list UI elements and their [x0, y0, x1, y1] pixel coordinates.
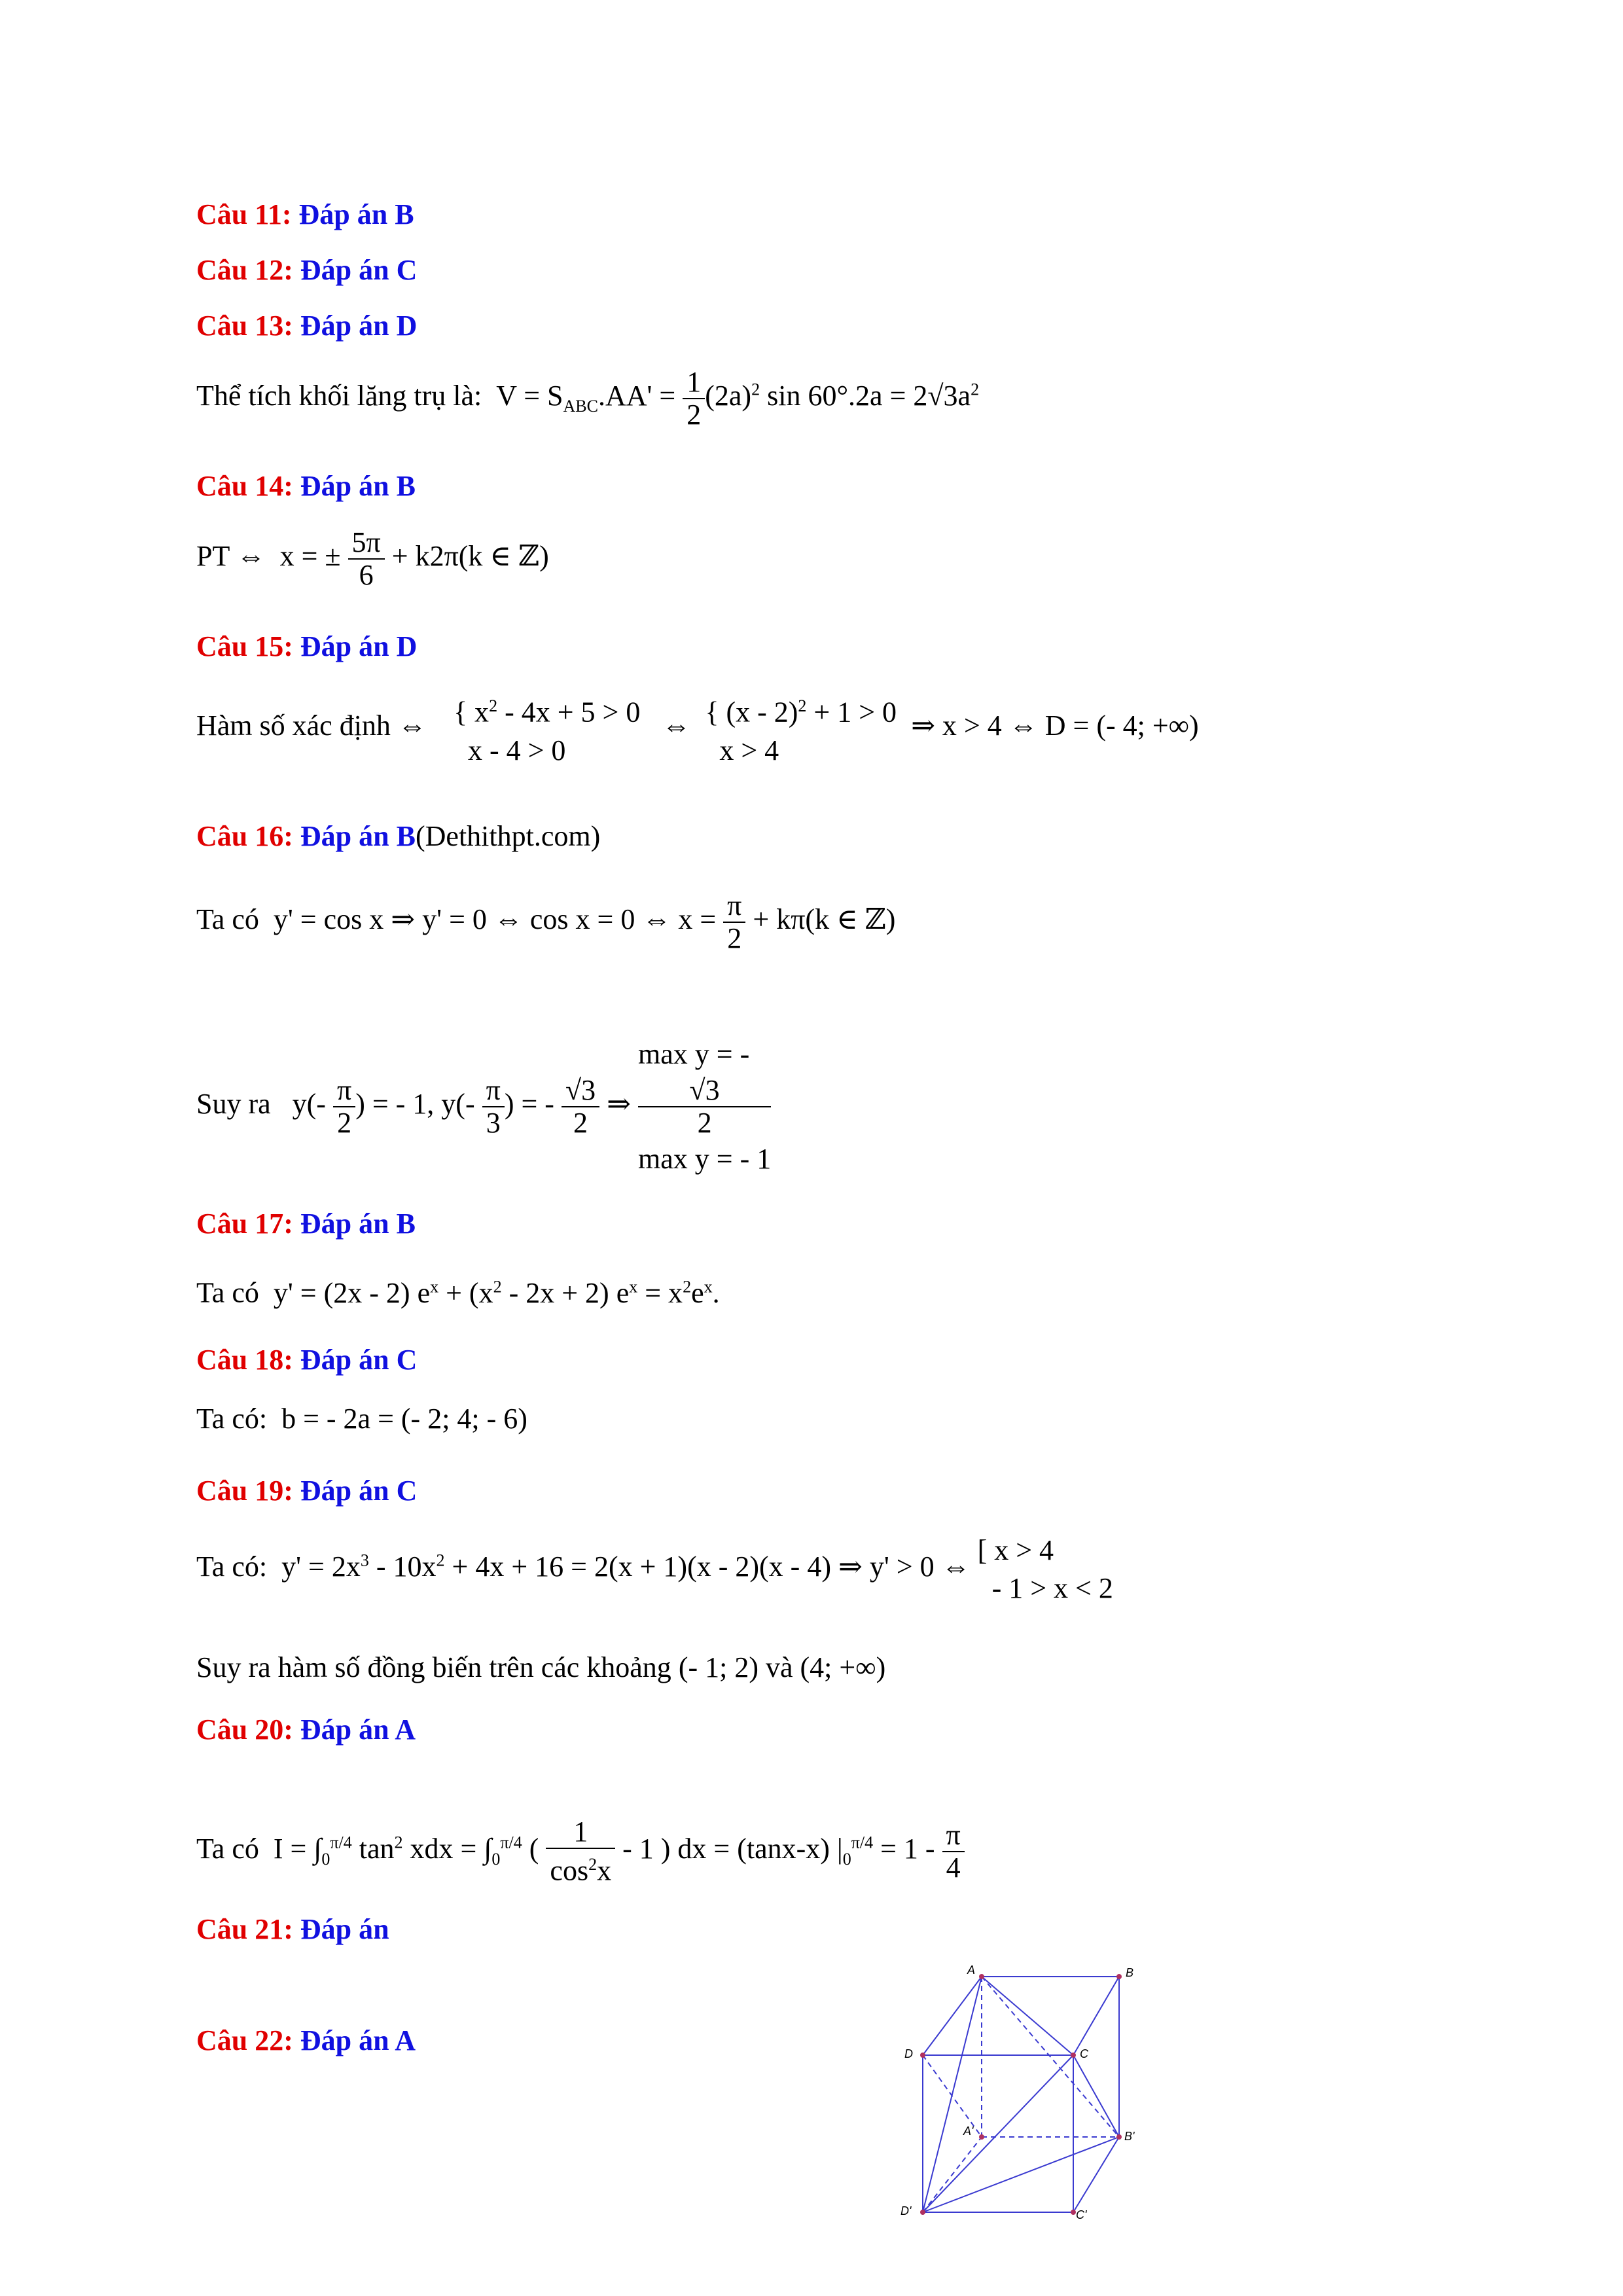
q16b-lead: Suy ra — [196, 1088, 271, 1121]
q15-solution — [196, 687, 1199, 770]
question-number: Câu 18: — [196, 1344, 293, 1376]
q18-formula: b = - 2a = (- 2; 4; - 6) — [274, 1403, 527, 1435]
q16-solution — [196, 890, 895, 954]
q15-formula: { $x^2 - 4x + 5 > 0$ x - 4 > 0 ⇔ { (x - 2)$^2$ + 1 > 0 x > 4 ⇒ x > 4 ⇔ D = (- 4; +∞) — [453, 696, 1199, 766]
question-number: Câu 16: — [196, 820, 293, 852]
answer-label: Đáp án B — [298, 198, 414, 230]
question-13-heading — [196, 308, 417, 344]
question-number: Câu 17: — [196, 1208, 293, 1240]
question-12-heading — [196, 252, 417, 289]
question-21-heading — [196, 1911, 389, 1948]
question-number: Câu 20: — [196, 1713, 293, 1746]
q14-formula: x = ± $\frac{5\pi}{6}$ + k2π(k ∈ ℤ) — [272, 526, 549, 591]
question-number: Câu 19: — [196, 1475, 293, 1507]
q13-solution — [196, 367, 979, 431]
question-17-heading — [196, 1206, 416, 1242]
q19-lead: Ta có: — [196, 1551, 268, 1583]
q19b-text: Suy ra hàm số đồng biến trên các khoảng — [196, 1651, 671, 1683]
answer-label: Đáp án B — [300, 470, 416, 502]
source-note: (Dethithpt.com) — [415, 820, 601, 852]
q17-lead: Ta có — [196, 1276, 259, 1309]
question-18-heading — [196, 1342, 417, 1378]
q19-formula: $y' = 2x^3 - 10x^2 + 4x + 16 = 2(x + 1)(x - 2)(x - 4)$ ⇒ y' > 0 ⇔ [ x > 4 - 1 > x < 2 — [274, 1534, 1113, 1604]
question-number: Câu 11: — [196, 198, 292, 230]
answer-label: Đáp án C — [300, 1475, 418, 1507]
vertex-label-b: B — [1126, 1966, 1134, 1979]
question-16-heading — [196, 818, 600, 855]
question-number: Câu 21: — [196, 1913, 293, 1945]
q13-lead: Thể tích khối lăng trụ là: — [196, 380, 482, 412]
vertex-label-d-prime: D' — [901, 2204, 912, 2217]
q16b-formula: y(- $\frac{\pi}{2}$ ) = - 1, y(- $\frac{\pi}{3}$ ) = - $\frac{√3}{2}$ ⇒ max y = - √3 2 max y = - 1 — [277, 1038, 772, 1175]
vertex-label-a: A — [967, 1964, 976, 1977]
q18-solution — [196, 1401, 527, 1437]
question-15-heading — [196, 628, 417, 665]
q20-lead: Ta có — [196, 1832, 259, 1865]
answer-label: Đáp án C — [300, 1344, 418, 1376]
vertex-label-a-prime: A' — [963, 2125, 974, 2138]
answer-label: Đáp án A — [300, 2024, 416, 2056]
question-number: Câu 22: — [196, 2024, 293, 2056]
question-11-heading — [196, 196, 414, 233]
answer-label: Đáp án D — [300, 310, 418, 342]
question-14-heading — [196, 468, 416, 505]
q15-lead: Hàm số xác định ⇔ — [196, 709, 427, 742]
q17-solution — [196, 1268, 720, 1312]
question-number: Câu 13: — [196, 310, 293, 342]
q19-solution — [196, 1532, 1113, 1607]
q14-lead: PT ⇔ — [196, 540, 266, 573]
vertex-label-c: C — [1080, 2047, 1088, 2060]
question-20-heading — [196, 1712, 416, 1748]
answer-label: Đáp án B — [300, 1208, 416, 1240]
cube-figure — [890, 1957, 1165, 2219]
q19b-solution — [196, 1649, 885, 1686]
answer-label: Đáp án A — [300, 1713, 416, 1746]
q16b-solution — [196, 1034, 771, 1179]
q16-formula: y' = cos x ⇒ y' = 0 ⇔ cos x = 0 ⇔ x = $\frac{\pi}{2}$ + kπ(k ∈ ℤ) — [266, 889, 896, 954]
question-19-heading — [196, 1473, 417, 1509]
answer-label: Đáp án — [300, 1913, 389, 1945]
answer-label: Đáp án B — [300, 820, 416, 852]
question-number: Câu 12: — [196, 254, 293, 286]
q16-lead: Ta có — [196, 903, 259, 936]
interval-1: (- 1; 2) — [678, 1651, 758, 1683]
q14-solution — [196, 527, 549, 591]
q13-formula: $V = S_{ABC}.AA'$ = $\frac{1}{2}$ $(2a)^2$ $\sin 60^\circ.2a = 2√3a^2$ — [489, 366, 980, 431]
question-22-heading — [196, 2022, 416, 2059]
question-number: Câu 14: — [196, 470, 293, 502]
vertex-label-b-prime: B' — [1124, 2130, 1135, 2143]
answer-label: Đáp án D — [300, 630, 418, 662]
q17-formula: y' = (2x - 2) $e^x + (x^2 - 2x + 2) e^x = x^2e^x$. — [266, 1276, 720, 1309]
vertex-label-c-prime: C' — [1076, 2208, 1087, 2219]
question-number: Câu 15: — [196, 630, 293, 662]
q18-lead: Ta có: — [196, 1403, 268, 1435]
q20-formula: $I = \int_0^{\pi/4}$ $\tan^2$ xdx = $\int_0^{\pi/4}$ ( $\frac{1}{\cos^2x}$ - 1 ) dx = (tanx-x) $|_0^{\pi/4} = 1$ - $\frac{\pi}{4}$ — [266, 1833, 965, 1865]
answer-label: Đáp án C — [300, 254, 418, 286]
vertex-label-d: D — [904, 2047, 913, 2060]
interval-2: (4; +∞) — [800, 1651, 886, 1683]
q20-solution — [196, 1816, 965, 1887]
conjunction: và — [766, 1651, 793, 1683]
